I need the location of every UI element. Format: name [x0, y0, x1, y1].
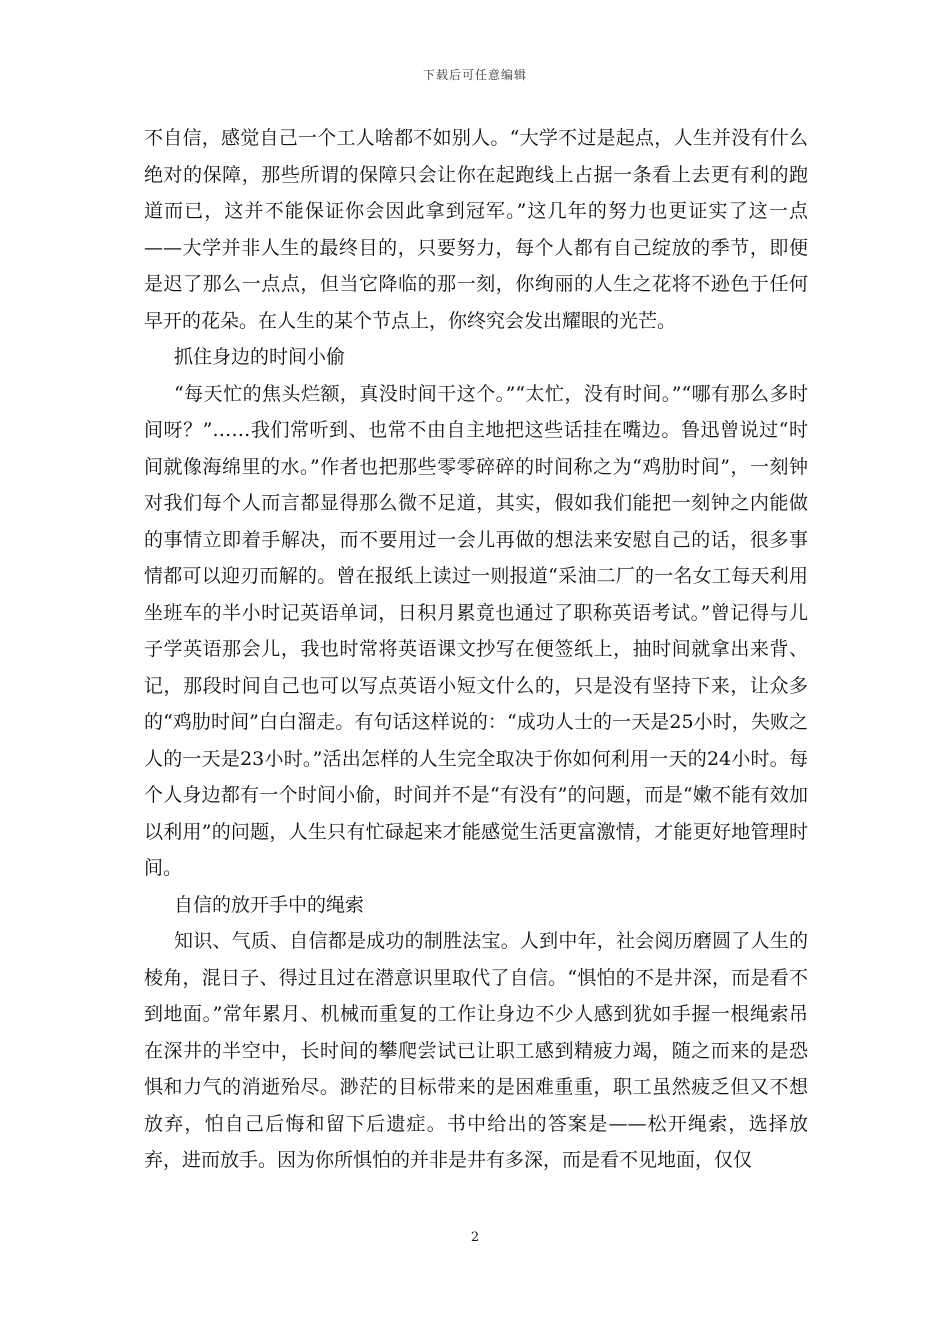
paragraph-continuation: 不自信，感觉自己一个工人啥都不如别人。“大学不过是起点，人生并没有什么绝对的保障，那些所谓的保障只会让你在起跑线上占据一条看上去更有利的跑道而已，这并不能保证你会因此拿到冠军。”这几年的努力也更证实了这一点——大学并非人生的最终目的，只要努力，每个人都有自己绽放的季节，即便是迟了那么一点点，但当它降临的那一刻，你绚丽的人生之花将不逊色于任何早开的花朵。在人生的某个节点上，你终究会发出耀眼的光芒。 — [144, 127, 808, 332]
body-text — [144, 120, 808, 1179]
section-heading-time-thief: 抓住身边的时间小偷 — [174, 346, 346, 368]
paragraph-rope: 知识、气质、自信都是成功的制胜法宝。人到中年，社会阅历磨圆了人生的棱角，混日子、得过且过在潜意识里取代了自信。“惧怕的不是井深，而是看不到地面。”常年累月、机械而重复的工作让身边不少人感到犹如手握一根绳索吊在深井的半空中，长时间的攀爬尝试已让职工感到精疲力竭，随之而来的是恐惧和力气的消逝殆尽。渺茫的目标带来的是困难重重，职工虽然疲乏但又不想放弃，怕自己后悔和留下后遗症。书中给出的答案是——松开绳索，选择放弃，进而放手。因为你所惧怕的并非是井有多深，而是看不见地面，仅仅 — [144, 930, 808, 1171]
paragraph-time-thief: “每天忙的焦头烂额，真没时间干这个。”“太忙，没有时间。”“哪有那么多时间呀？”……我们常听到、也常不由自主地把这些话挂在嘴边。鲁迅曾说过“时间就像海绵里的水。”作者也把那些零零碎碎的时间称之为“鸡肋时间”，一刻钟对我们每个人而言都显得那么微不足道，其实，假如我们能把一刻钟之内能做的事情立即着手解决，而不要用过一会儿再做的想法来安慰自己的话，很多事情都可以迎刃而解的。曾在报纸上读过一则报道“采油二厂的一名女工每天利用坐班车的半小时记英语单词，日积月累竟也通过了职称英语考试。”曾记得与儿子学英语那会儿，我也时常将英语课文抄写在便签纸上，抽时间就拿出来背、记，那段时间自己也可以写点英语小短文什么的，只是没有坚持下来，让众多的“鸡肋时间”白白溜走。有句话这样说的：“成功人士的一天是25小时，失败之人的一天是23小时。”活出怎样的人生完全取决于你如何利用一天的24小时。每个人身边都有一个时间小偷，时间并不是“有没有”的问题，而是“嫩不能有效加以利用”的问题，人生只有忙碌起来才能感觉生活更富激情，才能更好地管理时间。 — [144, 382, 808, 879]
page-number: 2 — [470, 1230, 480, 1245]
section-heading-rope: 自信的放开手中的绳索 — [174, 893, 365, 916]
page-header: 下载后可任意编辑 — [422, 68, 527, 82]
